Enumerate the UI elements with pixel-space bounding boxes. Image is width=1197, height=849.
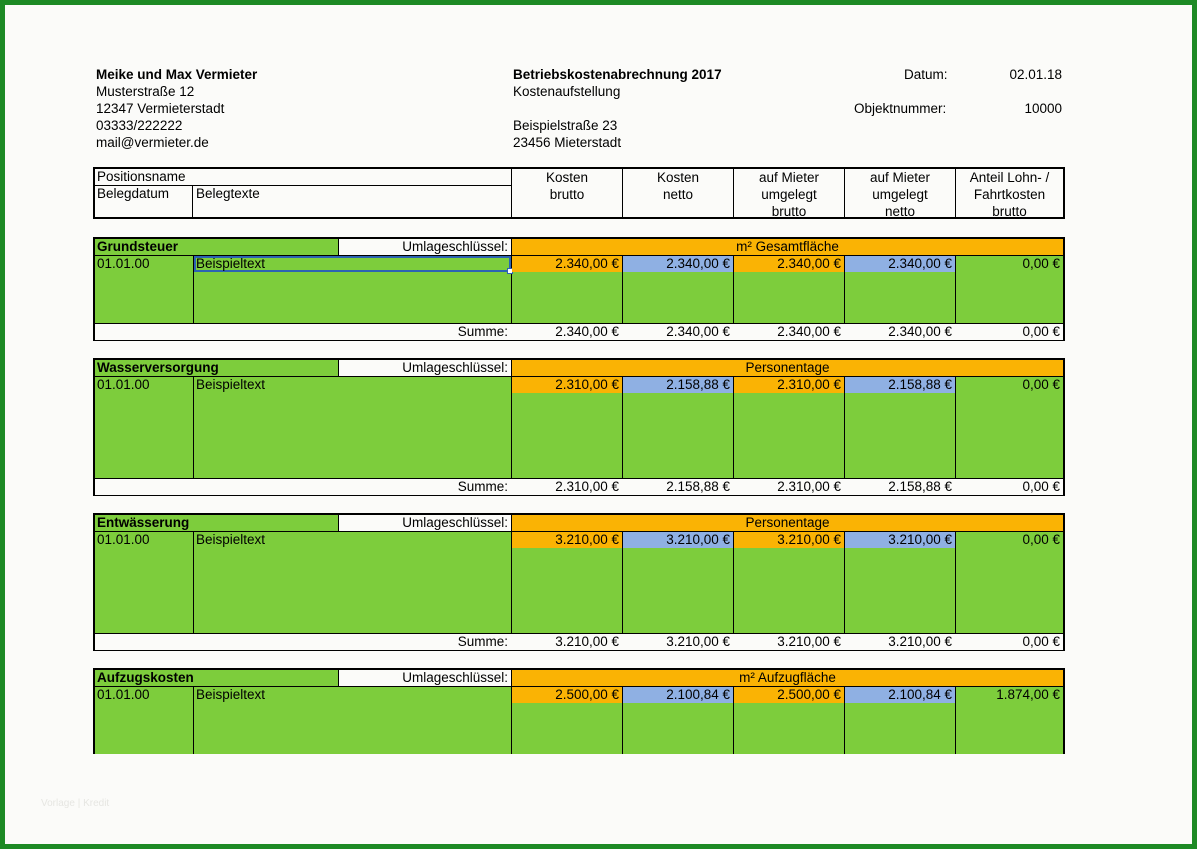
umlage-value[interactable]: m² Aufzugfläche <box>511 670 1063 687</box>
kosten-brutto[interactable]: 2.340,00 € <box>512 256 622 272</box>
header-kosten-brutto <box>511 169 622 217</box>
kosten-brutto[interactable]: 2.500,00 € <box>512 687 622 703</box>
header-col3-line1: auf Mieter <box>758 170 820 185</box>
sum-label: Summe: <box>457 634 508 649</box>
sum-kosten-netto[interactable]: 3.210,00 € <box>666 634 730 649</box>
sum-row <box>95 633 1063 650</box>
header-col5-line2: Fahrtkosten <box>973 187 1046 202</box>
kosten-netto[interactable]: 3.210,00 € <box>623 532 733 548</box>
sum-kosten-brutto[interactable]: 2.340,00 € <box>555 324 619 339</box>
document-subtitle: Kostenaufstellung <box>513 84 621 99</box>
beleg-text[interactable]: Beispieltext <box>196 377 266 392</box>
beleg-text[interactable]: Beispieltext <box>196 532 266 547</box>
section-body <box>95 377 1063 478</box>
beleg-date[interactable]: 01.01.00 <box>97 377 150 392</box>
umgelegt-brutto[interactable]: 3.210,00 € <box>734 532 844 548</box>
object-number-label: Objektnummer: <box>854 101 947 116</box>
property-street: Beispielstraße 23 <box>513 118 618 133</box>
spreadsheet-page <box>5 5 1192 844</box>
header-lohn-fahrtkosten <box>955 169 1063 217</box>
grid-line <box>193 687 194 754</box>
umgelegt-netto[interactable]: 3.210,00 € <box>845 532 955 548</box>
header-col5-line3: brutto <box>992 204 1027 219</box>
umlage-value[interactable]: Personentage <box>511 515 1063 532</box>
date-label: Datum: <box>904 67 948 82</box>
sum-umgelegt-brutto[interactable]: 2.340,00 € <box>777 324 841 339</box>
header-col3-line2: umgelegt <box>761 187 817 202</box>
section-aufzugskosten <box>93 668 1065 754</box>
header-col1-line2: brutto <box>549 187 585 202</box>
watermark: Vorlage | Kredit <box>41 798 110 809</box>
sender-name: Meike und Max Vermieter <box>96 67 258 82</box>
sum-lohn-fahrtkosten[interactable]: 0,00 € <box>1022 324 1060 339</box>
date-value[interactable]: 02.01.18 <box>1009 67 1062 82</box>
section-body <box>95 532 1063 633</box>
lohn-fahrtkosten[interactable]: 0,00 € <box>1022 532 1060 547</box>
umlage-label: Umlageschlüssel: <box>339 670 511 687</box>
column-header-table <box>93 167 1065 219</box>
beleg-date[interactable]: 01.01.00 <box>97 687 150 702</box>
umlage-value[interactable]: Personentage <box>511 360 1063 377</box>
section-body <box>95 256 1063 323</box>
header-belegtexte: Belegtexte <box>196 186 260 201</box>
kosten-brutto[interactable]: 3.210,00 € <box>512 532 622 548</box>
section-title[interactable]: Entwässerung <box>95 515 339 532</box>
umlage-value[interactable]: m² Gesamtfläche <box>511 239 1063 256</box>
section-title[interactable]: Grundsteuer <box>95 239 339 256</box>
section-title[interactable]: Wasserversorgung <box>95 360 339 377</box>
umlage-label: Umlageschlüssel: <box>339 515 511 532</box>
section-grundsteuer <box>93 237 1065 341</box>
beleg-date[interactable]: 01.01.00 <box>97 532 150 547</box>
umlage-label: Umlageschlüssel: <box>339 239 511 256</box>
sum-row <box>95 323 1063 340</box>
lohn-fahrtkosten[interactable]: 1.874,00 € <box>996 687 1060 702</box>
umgelegt-netto[interactable]: 2.158,88 € <box>845 377 955 393</box>
grid-line <box>193 377 194 478</box>
header-umgelegt-brutto <box>733 169 844 217</box>
sum-umgelegt-netto[interactable]: 3.210,00 € <box>888 634 952 649</box>
sum-kosten-brutto[interactable]: 2.310,00 € <box>555 479 619 494</box>
umgelegt-netto[interactable]: 2.100,84 € <box>845 687 955 703</box>
sum-umgelegt-netto[interactable]: 2.158,88 € <box>888 479 952 494</box>
sum-kosten-netto[interactable]: 2.340,00 € <box>666 324 730 339</box>
header-col2-line2: netto <box>662 187 694 202</box>
sum-umgelegt-brutto[interactable]: 2.310,00 € <box>777 479 841 494</box>
beleg-text[interactable]: Beispieltext <box>196 256 266 271</box>
beleg-date[interactable]: 01.01.00 <box>97 256 150 271</box>
property-city: 23456 Mieterstadt <box>513 135 622 150</box>
header-col4-line1: auf Mieter <box>869 170 931 185</box>
header-col2-line1: Kosten <box>656 170 700 185</box>
umgelegt-netto[interactable]: 2.340,00 € <box>845 256 955 272</box>
kosten-netto[interactable]: 2.158,88 € <box>623 377 733 393</box>
sender-phone: 03333/222222 <box>96 118 183 133</box>
header-col4-line3: netto <box>884 204 916 219</box>
header-col3-line3: brutto <box>771 204 807 219</box>
sum-row <box>95 478 1063 495</box>
header-position-name: Positionsname <box>95 169 511 186</box>
kosten-brutto[interactable]: 2.310,00 € <box>512 377 622 393</box>
sum-lohn-fahrtkosten[interactable]: 0,00 € <box>1022 634 1060 649</box>
umgelegt-brutto[interactable]: 2.340,00 € <box>734 256 844 272</box>
section-wasserversorgung <box>93 358 1065 496</box>
header-col4-line2: umgelegt <box>872 187 928 202</box>
sum-kosten-brutto[interactable]: 3.210,00 € <box>555 634 619 649</box>
sum-umgelegt-brutto[interactable]: 3.210,00 € <box>777 634 841 649</box>
sum-label: Summe: <box>457 479 508 494</box>
lohn-fahrtkosten[interactable]: 0,00 € <box>1022 256 1060 271</box>
umlage-label: Umlageschlüssel: <box>339 360 511 377</box>
header-col5-line1: Anteil Lohn- / <box>969 170 1050 185</box>
header-umgelegt-netto <box>844 169 955 217</box>
sender-street: Musterstraße 12 <box>96 84 195 99</box>
object-number-value[interactable]: 10000 <box>1024 101 1062 116</box>
header-col1-line1: Kosten <box>545 170 589 185</box>
section-entwaesserung <box>93 513 1065 651</box>
sender-city: 12347 Vermieterstadt <box>96 101 225 116</box>
document-title: Betriebskostenabrechnung 2017 <box>513 67 722 82</box>
section-title[interactable]: Aufzugskosten <box>95 670 339 687</box>
umgelegt-brutto[interactable]: 2.500,00 € <box>734 687 844 703</box>
section-body <box>95 687 1063 754</box>
header-belegdatum: Belegdatum <box>95 186 193 219</box>
lohn-fahrtkosten[interactable]: 0,00 € <box>1022 377 1060 392</box>
sender-email: mail@vermieter.de <box>96 135 209 150</box>
sum-kosten-netto[interactable]: 2.158,88 € <box>666 479 730 494</box>
umgelegt-brutto[interactable]: 2.310,00 € <box>734 377 844 393</box>
header-kosten-netto <box>622 169 733 217</box>
beleg-text[interactable]: Beispieltext <box>196 687 266 702</box>
sum-label: Summe: <box>457 324 508 339</box>
kosten-netto[interactable]: 2.100,84 € <box>623 687 733 703</box>
sum-umgelegt-netto[interactable]: 2.340,00 € <box>888 324 952 339</box>
sum-lohn-fahrtkosten[interactable]: 0,00 € <box>1022 479 1060 494</box>
kosten-netto[interactable]: 2.340,00 € <box>623 256 733 272</box>
grid-line <box>193 532 194 633</box>
